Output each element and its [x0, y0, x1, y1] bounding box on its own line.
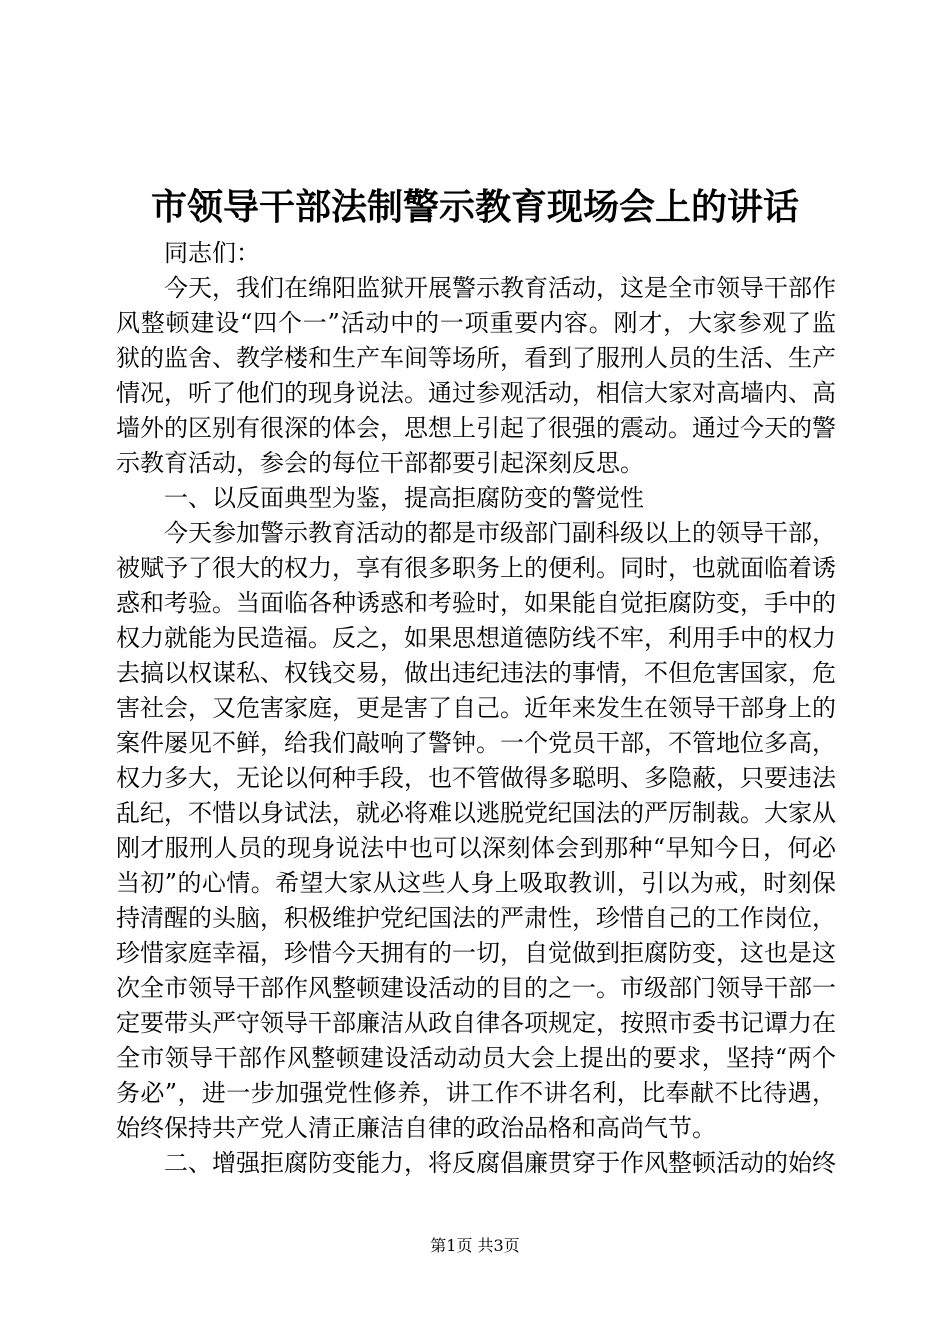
- section-heading-1: 一、以反面典型为鉴，提高拒腐防变的警觉性: [164, 484, 644, 512]
- page-footer: 第1页 共3页: [430, 1236, 520, 1255]
- document-title: 市领导干部法制警示教育现场会上的讲话: [150, 187, 799, 228]
- section-1-paragraph: 今天参加警示教育活动的都是市级部门副科级以上的领导干部，被赋予了很大的权力，享有很多职务上的便利。同时，也就面临着诱惑和考验。当面临各种诱惑和考验时，如果能自觉拒腐防变，手中的权力就能为民造福。反之，如果思想道德防线不牢，利用手中的权力去搞以权谋私、权钱交易，做出违纪违法的事情，不但危害国家，危害社会，又危害家庭，更是害了自己。近年来发生在领导干部身上的案件屡见不鲜，给我们敲响了警钟。一个党员干部，不管地位多高，权力多大，无论以何种手段，也不管做得多聪明、多隐蔽，只要违法乱纪，不惜以身试法，就必将难以逃脱党纪国法的严厉制裁。大家从刚才服刑人员的现身说法中也可以深刻体会到那种“早知今日，何必当初”的心情。希望大家从这些人身上吸取教训，引以为戒，时刻保持清醒的头脑，积极维护党纪国法的严肃性，珍惜自己的工作岗位，珍惜家庭幸福，珍惜今天拥有的一切，自觉做到拒腐防变，这也是这次全市领导干部作风整顿建设活动的目的之一。市级部门领导干部一定要带头严守领导干部廉洁从政自律各项规定，按照市委书记谭力在全市领导干部作风整顿建设活动动员大会上提出的要求，坚持“两个务必”，进一步加强党性修养，讲工作不讲名利，比奉献不比待遇，始终保持共产党人清正廉洁自律的政治品格和高尚气节。: [116, 519, 836, 1142]
- section-heading-2: 二、增强拒腐防变能力，将反腐倡廉贯穿于作风整顿活动的始终: [164, 1149, 836, 1177]
- salutation-paragraph: 同志们：: [164, 239, 260, 267]
- document-body: [116, 236, 836, 1181]
- intro-paragraph: 今天，我们在绵阳监狱开展警示教育活动，这是全市领导干部作风整顿建设“四个一”活动中的一项重要内容。刚才，大家参观了监狱的监舍、教学楼和生产车间等场所，看到了服刑人员的生活、生产情况，听了他们的现身说法。通过参观活动，相信大家对高墙内、高墙外的区别有很深的体会，思想上引起了很强的震动。通过今天的警示教育活动，参会的每位干部都要引起深刻反思。: [116, 274, 836, 477]
